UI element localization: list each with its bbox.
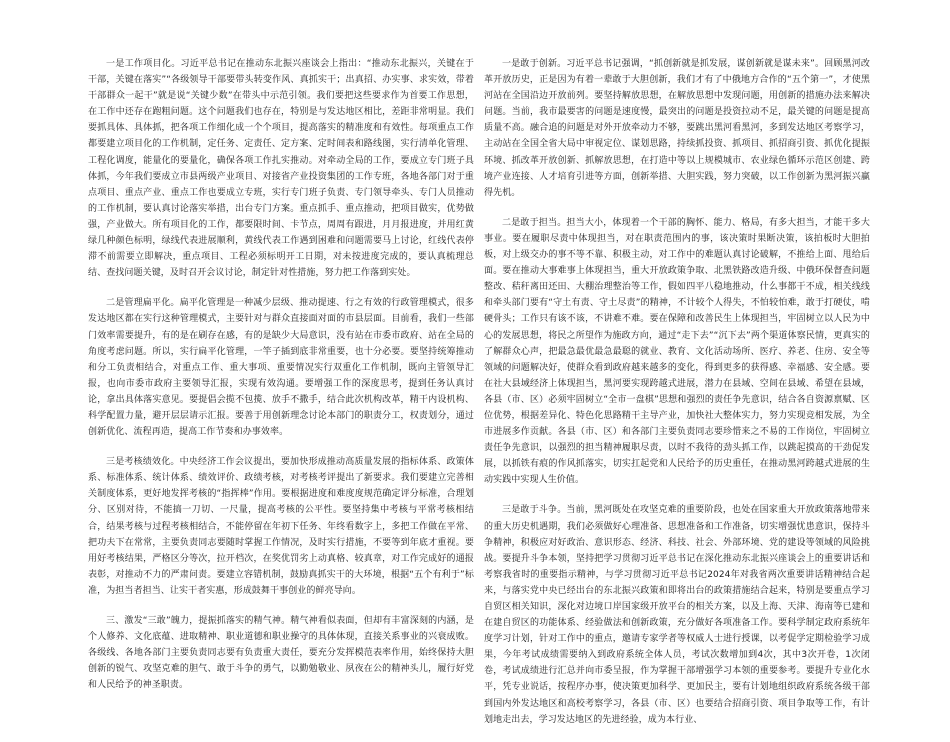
- paragraph-work-projectization: 一是工作项目化。习近平总书记在推动东北振兴座谈会上指出：“推动东北振兴，关键在于干部，关键在落实”“各级领导干部要带头转变作风、真抓实干；出真招、办实事、求实效，带着干部群众一起干”就是说“关键少数”在带头中示范引领。我们要把这些要求作为首要工作思想，在工作中还存在跑粗问题。这个问题我们也存在，特别是与发达地区相比，差距非常明显。我们要抓具体、具体抓，把各项工作细化成一个个项目，提高落实的精准度和有效性。每项重点工作都要建立项目化的工作机制，定任务、定责任、定方案、定时间表和路线图，实行清单化管理、工程化调度，能量化的要量化，确保各项工作扎实推动。对牵动全局的工作，要成立专门班子具体抓，今年我们要成立市县两级产业项目、对接省产业投资集团的工作专班，各地各部门对于重点项目、重点产业、重点工作也要成立专班，实行专门班子负责、专门领导牵头、专门人员推动的工作机制，要认真讨论落实举措，出台专门方案。重点抓手、重点推动，把项目做实，优势做强，产业做大。所有项目化的工作，都要限时间、卡节点，周周有跟进，月月报进度，并用红黄绿几种颜色标明，绿线代表进展顺利，黄线代表工作遇到困难和问题需要马上讨论，红线代表停滞不前需要立即解决，重点项目、工程必须标明开工日期，对未按进度完成的，要认真梳理总结、查找问题关键，及时召开会议讨论，制定针对性措施，努力把工作落到实处。: [88, 59, 474, 279]
- paragraph-dare-to-take-responsibility: 二是敢于担当。担当大小，体现着一个干部的胸怀、能力、格局，有多大担当，才能干多大事业。要在履职尽责中体现担当，对在职责范围内的事，该决策时果断决策，该拍板时大胆拍板，对上级交办的事不等不靠、积极主动，对工作中的难题认真讨论破解，不推给上面、甩给后面。要在推动大事难事上体现担当，重大开放政策争取、北黑铁路改造升级、中俄环保督查问题整改、秸秆离田还田、大棚治理整治等工作，假如四平八稳地推动，什么事都干不成，相关线线和牵头部门要有“守土有责、守土尽责”的精神，不计较个人得失，不怕较怕难，敢于打硬仗，啃硬骨头；工作只有该不该，不讲难不难。要在保障和改善民生上体现担当，牢固树立以人民为中心的发展思想，将民之所望作为施政方向，通过“走下去”“沉下去”两个渠道体察民情，更真实的了解群众心声，把最急最优最急最聪的就业、教育、文化活动场所、医疗、养老、住房、安全等领域的问题解决好，使群众看到政府越来越多的变化，得到更多的获得感、幸福感、安全感。要在社大县域经济上体现担当，黑河要实现跨越式进展，潜力在县域、空间在县域、希望在县域，各县（市、区）必须牢固树立“全市一盘棋”思想和强烈的责任争先意识，结合各自资源禀赋、区位优势，根据差异化、特色化思路精干主导产业，加快社大整体实力，努力实现竞相发展，为全市进展多作贡献。各县（市、区）和各部门主要负责同志要珍惜来之不易的工作岗位，牢固树立责任争先意识，以强烈的担当精神履职尽责，以时不我待的劲头抓工作，以跳起摸高的干劲促发展，以抓铁有痕的作风抓落实，切实扛起党和人民给予的历史重任，在推动黑河跨越式进展的生动实践中实现人生价值。: [484, 217, 870, 486]
- paragraph-flat-management: 二是管理扁平化。扁平化管理是一种减少层级、推动提速、行之有效的行政管理模式，很多发达地区都在实行这种管理模式，主要针对与群众直接面对面的市县层面。目前看，我们一些部门效率需要提升，有的是在刷存在感，有的是缺少大局意识，没有站在市委市政府、站在全局的角度考虑问题。所以，实行扁平化管理，一竿子插到底非常重要，也十分必要。要坚持统筹推动和分工负责相结合，对重点工作、重大事项、重要情况实行双重化工作机制，既向主管领导汇报，也向市委市政府主要领导汇报，实现有效沟通。要增强工作的深度思考，提到任务认真讨论，拿出具体落实意见。要提倡会揽不包揽、放手不撒手，结合此次机构改革，精干内设机构、科学配置力量，避开层层请示汇报。要善于用创新理念讨论本部门的职责分工，权责划分，通过创新优化、流程再造，提高工作节奏和办事效率。: [88, 298, 474, 438]
- left-column: [88, 56, 474, 707]
- paragraph-dare-to-struggle: 三是敢于斗争。当前，黑河既处在攻坚克难的重要阶段，也处在国家重大开放政策落地带来的重大历史机遇期，我们必须做好心理准备、思想准备和工作准备，切实增强忧患意识，保持斗争精神，积极应对好政治、意识形态、经济、科技、社会、外部环境、党的建设等领域的风险挑战。要提升斗争本领，坚持把学习贯彻习近平总书记在深化推动东北振兴座谈会上的重要讲话和考察我省时的重要指示精神，与学习贯彻习近平总书记2024年对我省两次重要讲话精神结合起来，与落实党中央已经出台的东北振兴政策和即将出台的政策措施结合起来，特别是要重点学习自贸区相关知识，深化对边境口岸国家级开放平台的相关方案，以及上海、天津、海南等已建和在建自贸区的功能体系、经验做法和创新政策，充分做好各项准备工作。要科学制定政府系统年度学习计划，针对工作中的重点，邀请专家学者等权威人士进行授课，以考促学定期检验学习成果，今年考试成绩需要纳入到政府系统全体人员，考试次数增加到4次，其中3次开卷，1次闭卷，考试成绩进行汇总并向市委呈报，作为掌握干部增强学习本领的重要参考。要提升专业化水平，凭专业说话，按程序办事，使决策更加科学、更加民主，要有计划地组织政府系统各级干部到国内外发达地区和高校考察学习，各县（市、区）也要结合招商引资、项目争取等工作，有计划地走出去，学习发达地区的先进经验，成为本行业、: [484, 505, 870, 725]
- right-column: [484, 56, 870, 742]
- paragraph-performance-assessment: 三是考核绩效化。中央经济工作会议提出，要加快形成推动高质量发展的指标体系、政策体系、标准体系、统计体系、绩效评价、政绩考核，对考核考评提出了新要求。我们要建立完善相关制度体系，更好地发挥考核的“指挥棒”作用。要根据进度和难度度规范确定评分标准，合理划分、区别对待，不能搞一刀切、一尺量，提高考核的公平性。要坚持集中考核与平常考核相结合，结果考核与过程考核相结合，不能停留在年初下任务、年终看数字上，多把工作做在平常、把功夫下在常常，主要负责同志要随时掌握工作情况，及时实行措施，不要等到年底才重视。要用好考核结果，严格区分等次，拉开档次，在奖优罚劣上动真格、较真章，对工作完成好的通报表彰，对推动不力的严肃问责。要建立容错机制，鼓励真抓实干的大环境，根据“五个有利于”标准，为担当者担当、让实干者实惠，形成鼓舞干事创业的鲜亮导向。: [88, 457, 474, 596]
- paragraph-three-dares-spirit: 三、激发“三敢”魄力，提振抓落实的精气神。精气神看似表面，但却有丰富深刻的内涵，是个人修养、文化底蕴、进取精神、职业道德和职业操守的具体体现，直接关系事业的兴衰成败。各级线、各地各部门主要负责同志要有负责重大责任，要充分发挥模范表率作用，始终保持大胆创新的锐气、攻坚克难的胆气、敢于斗争的勇气，以勤勉敬业、夙夜在公的精神头儿，履行好党和人民给予的神圣职责。: [88, 616, 474, 691]
- paragraph-dare-to-innovate: 一是敢于创新。习近平总书记强调，“抓创新就是抓发展，谋创新就是谋未来”。回顾黑河改革开放历史，正是因为有着一辈敢于大胆创新，我们才有了中俄地方合作的“五个第一”，才使黑河站在全国沿边开放前列。要坚持解放思想，在解放思想中发现问题，用创新的措施办法来解决问题。当前，我市最要害的问题是速度慢，最突出的问题是投资拉动不足，最关键的问题是提高质量不高。融合追的问题是对外开放牵动力不够，要跳出黑河看黑河，多到发达地区考察学习，主动站在全国全省大局中审视定位、谋划思路，持续抓投资、抓项目、抓招商引资、抓优化提振环境、抓改革开放创新、抓解放思想，在打造中等以上规模城市、农业绿色循环示范区创建、跨境产业连接、人才培育引进等方面，创新举措、大胆实践，努力突破，以工作创新为黑河振兴赢得先机。: [484, 59, 870, 198]
